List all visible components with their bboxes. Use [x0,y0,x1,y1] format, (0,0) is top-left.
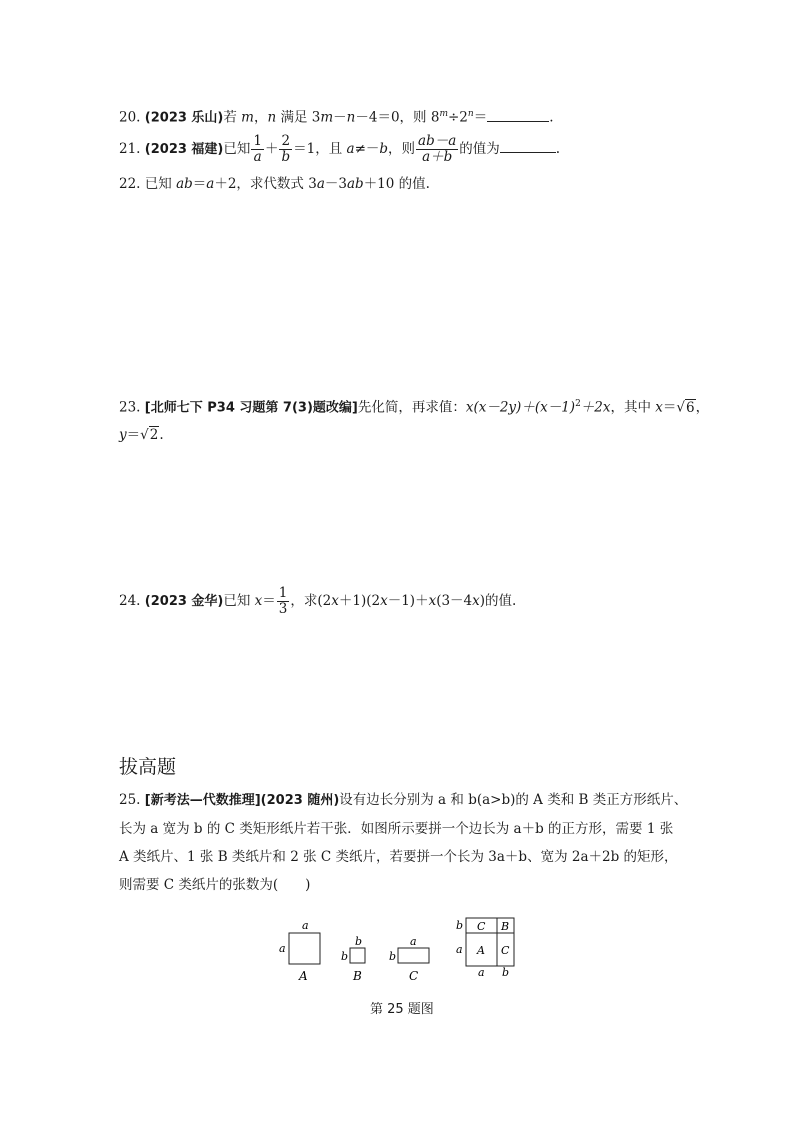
composite-label-b-left: b [456,919,464,932]
q25-line-2: 长为 a 宽为 b 的 C 类矩形纸片若干张．如图所示要拼一个边长为 a＋b 的正方形，需要 1 张 [119,821,674,837]
label-A-side: a [279,942,286,955]
question-22: 22. 已知 ab＝a＋2，求代数式 3a－3ab＋10 的值. [119,176,430,192]
label-A: A [299,969,308,983]
rectangle-C [398,948,429,963]
square-A [289,933,320,964]
cell-C-top: C [477,920,486,933]
q23-source: [北师七下 P34 习题第 7(3)题改编] [144,400,358,416]
q20-answer-blank[interactable] [487,107,549,122]
label-B: B [353,969,362,983]
q21-answer-blank[interactable] [500,138,556,153]
q25-figure [0,912,794,992]
cell-A: A [477,944,485,957]
cell-C-right: C [501,944,510,957]
cell-B: B [501,920,510,933]
q25-line-3: A 类纸片、1 张 B 类纸片和 2 张 C 类纸片，若要拼一个长为 3a＋b、宽为 2a＋2b 的矩形， [119,849,678,865]
fraction-expression: $\frac{ab-a}{a+b}$ [418,133,457,165]
section-heading: 拔高题 [119,756,177,778]
question-24: 24. (2023 金华)已知 x＝ $\frac{1}{3}$ ，求(2x＋1)(2x－1)＋x(3－4x)的值. [119,585,517,617]
question-21: 21. (2023 福建)已知 $\frac{1}{a}$ ＋ $\frac{2}{b}$ ＝1，且 a≠－b，则 $\frac{ab-a}{a+b}$ 的值为 . [119,133,561,165]
q25-line-1: 25. [新考法—代数推理](2023 随州)设有边长分别为 a 和 b(a>b)的 A 类和 B 类正方形纸片、 [119,792,688,808]
label-C: C [409,969,419,983]
composite-label-a-left: a [456,943,463,956]
question-25 [119,786,689,899]
label-B-side: b [341,950,349,963]
label-C-top: a [410,935,417,948]
fraction-1-over-a: $\frac{1}{a}$ [253,133,262,165]
question-23-line2: y＝√2. [119,427,164,443]
q25-line-4: 则需要 C 类纸片的张数为( ) [119,877,311,893]
q20-source: (2023 乐山) [144,110,224,126]
fraction-2-over-b: $\frac{2}{b}$ [281,133,291,165]
fraction-1-over-3: $\frac{1}{3}$ [278,585,288,617]
q25-source: [新考法—代数推理](2023 随州) [144,793,340,808]
figure-caption: 第 25 题图 [370,1002,434,1017]
composite-label-b-bottom: b [502,966,510,979]
label-A-top: a [302,919,309,932]
question-23: 23. [北师七下 P34 习题第 7(3)题改编]先化简，再求值：$x(x-2y)+(x-1)^2+2x$，其中 x＝√6， [119,399,710,416]
label-C-side: b [389,950,397,963]
label-B-top: b [355,935,363,948]
square-B [350,948,365,963]
q24-source: (2023 金华) [144,594,224,609]
question-20: 20. (2023 乐山)若 m，n 满足 3m－n－4＝0，则 $8^m\div 2^n=$ . [119,104,553,129]
composite-label-a-bottom: a [478,966,485,979]
q21-source: (2023 福建) [144,142,224,157]
